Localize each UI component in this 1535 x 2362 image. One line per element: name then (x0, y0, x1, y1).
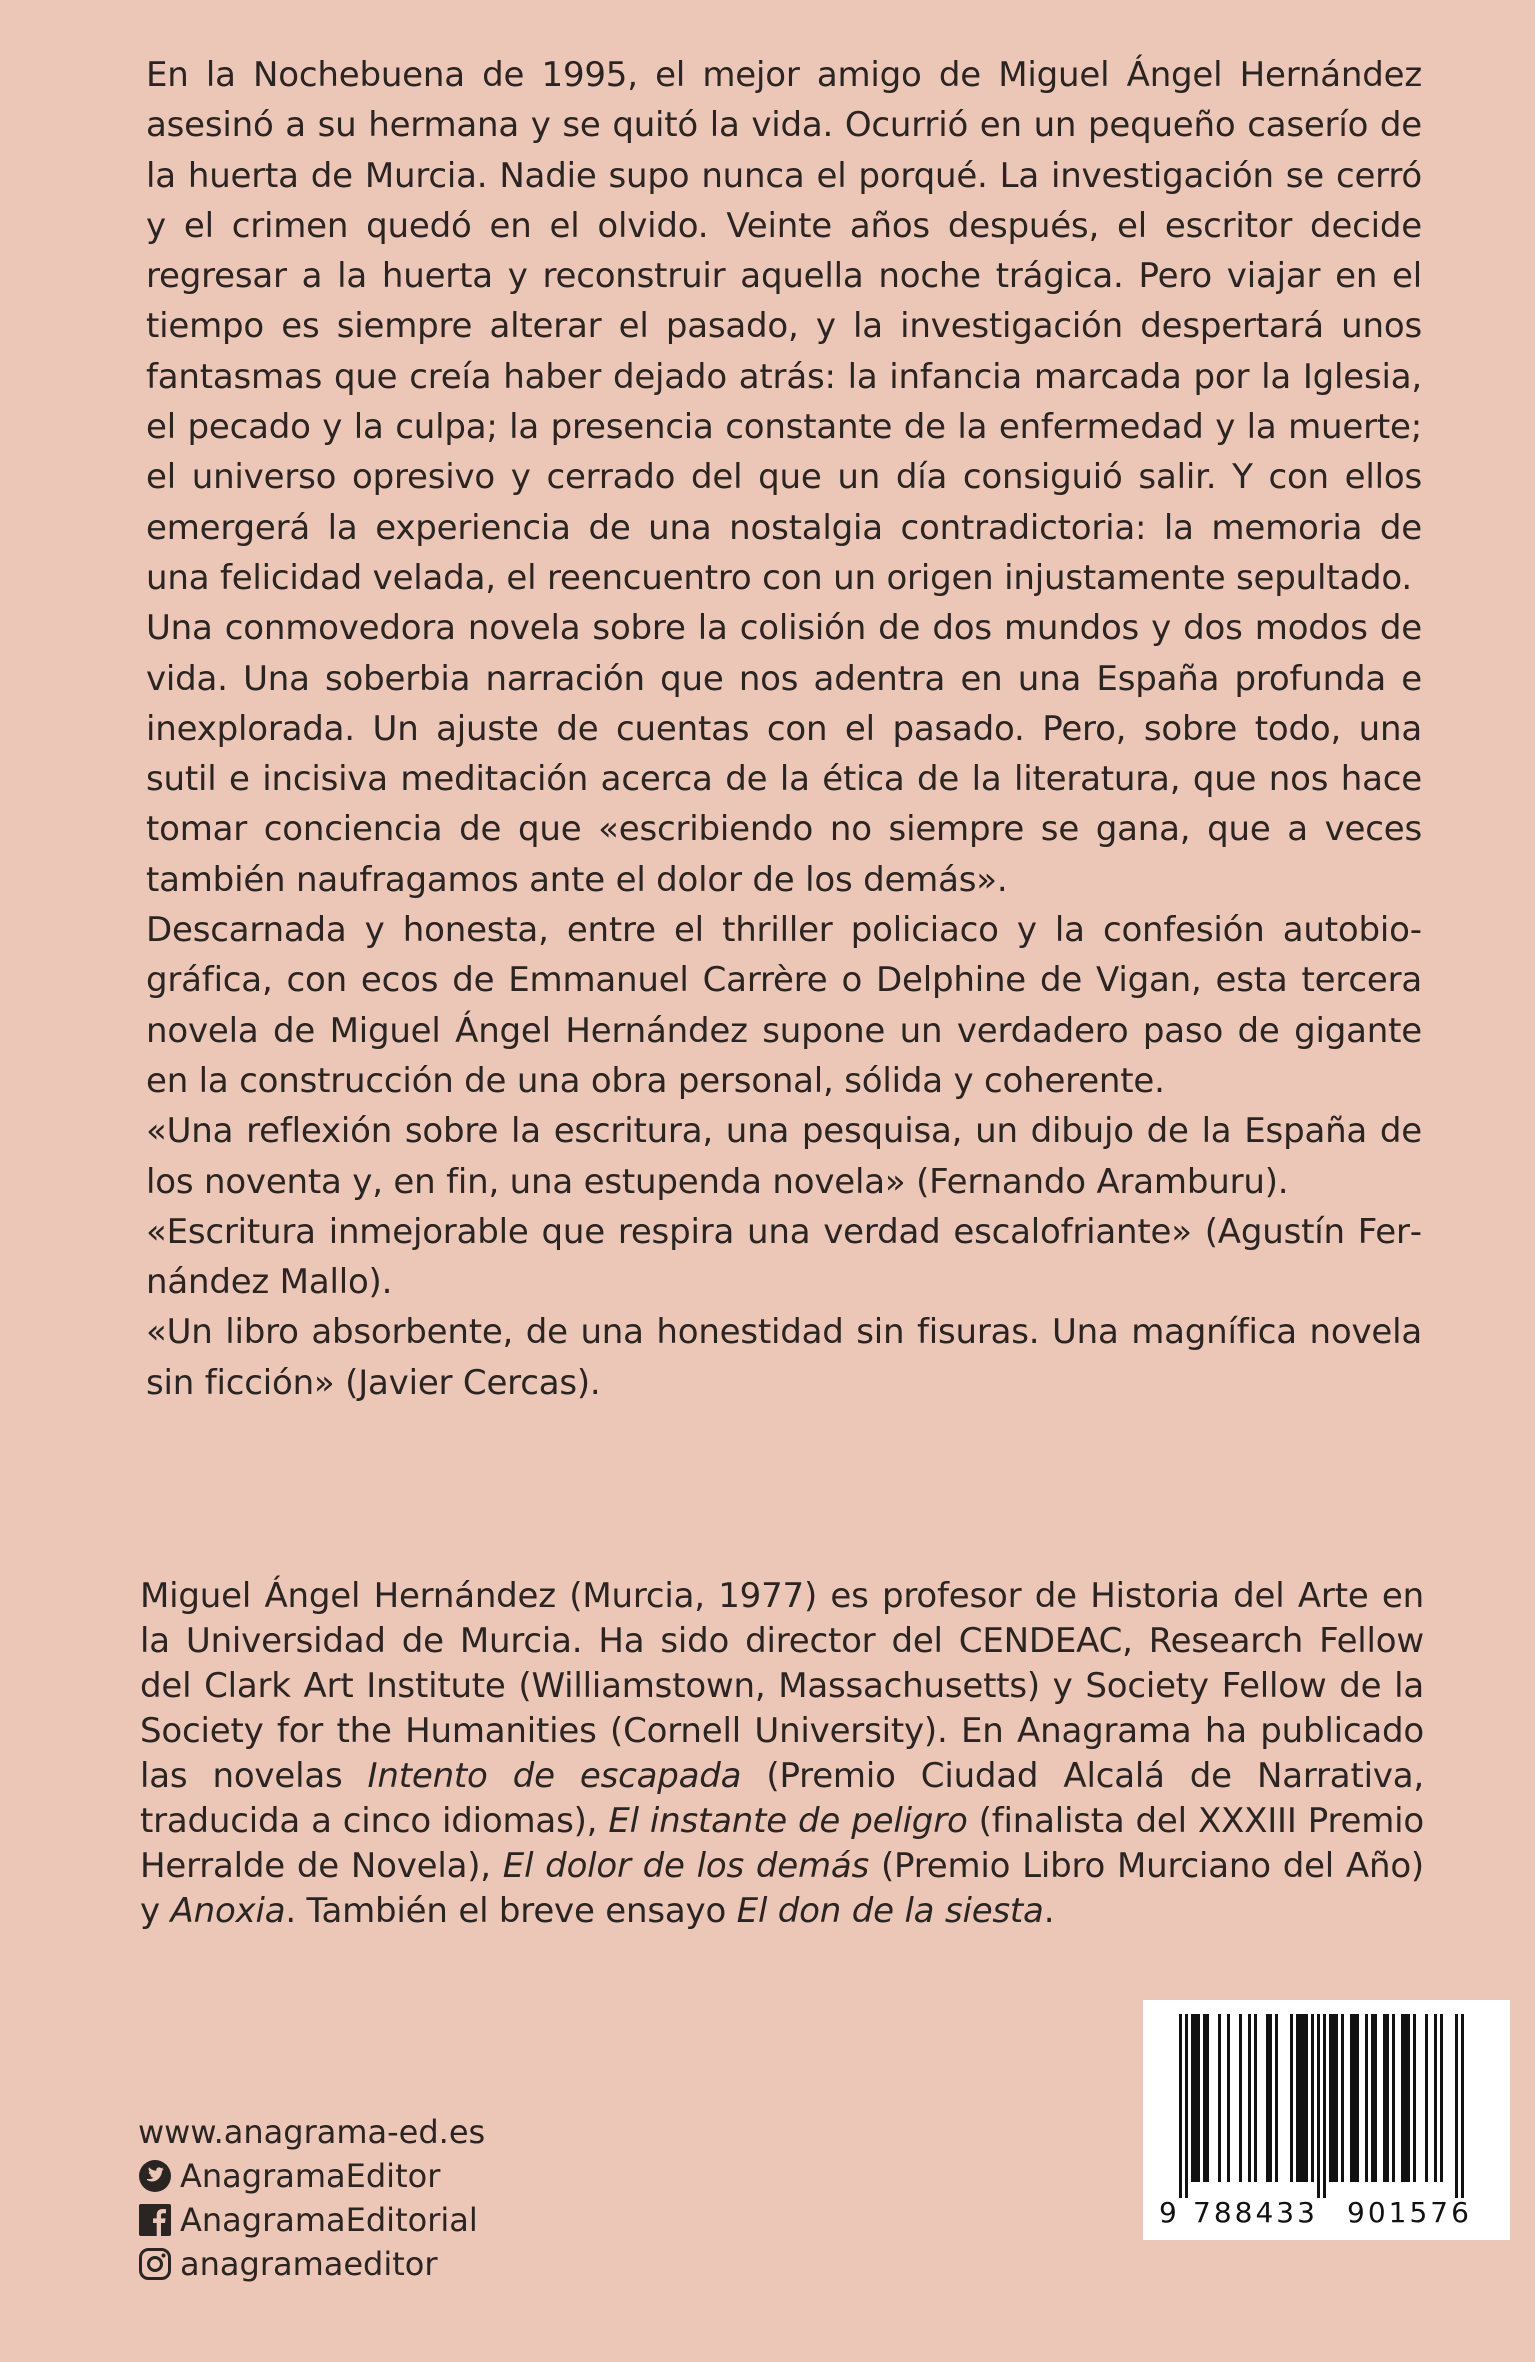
bio-text: (Premio Libro Murciano del Año) y (140, 1846, 1424, 1931)
review-quote: «Escritura inmejorable que respira una verdad escalofriante» (Agustín Fernández Mallo). (146, 1211, 1422, 1303)
book-title: El instante de peligro (608, 1801, 968, 1841)
barcode-bar (1227, 2014, 1230, 2182)
barcode-bar (1440, 2014, 1443, 2182)
instagram-camera-icon (138, 2247, 172, 2281)
barcode-bar (1290, 2014, 1293, 2182)
book-synopsis (146, 50, 1422, 1408)
barcode-bar (1197, 2014, 1200, 2182)
barcode-bar (1269, 2014, 1272, 2182)
barcode-bar (1296, 2014, 1299, 2182)
barcode-bar (1275, 2014, 1278, 2182)
barcode-bar (1425, 2014, 1428, 2182)
barcode-bar (1386, 2014, 1389, 2182)
barcode-guard-bar (1317, 2014, 1320, 2198)
barcode-bar (1248, 2014, 1251, 2182)
barcode-bar (1335, 2014, 1338, 2182)
barcode-guard-bar (1323, 2014, 1326, 2198)
synopsis-paragraph: Una conmovedora novela sobre la colisión de dos mundos y dos modos de vida. Una soberbia narración que nos adentra en una España profunda e inexplorada. Un ajuste de cuentas con el pasado. Pero, sobre todo, una sutil e incisiva meditación acerca de la ética de la literatura, que nos hace tomar conciencia de que «escribiendo no siempre se gana, que a veces también naufragamos ante el dolor de los demás». (146, 608, 1422, 900)
twitter-bird-icon (138, 2159, 172, 2193)
barcode-bars (1143, 2000, 1510, 2200)
barcode-bar (1434, 2014, 1437, 2182)
facebook-f-icon (138, 2203, 172, 2237)
barcode-bar (1356, 2014, 1359, 2182)
barcode-bar (1239, 2014, 1242, 2182)
barcode-bar (1392, 2014, 1395, 2182)
author-biography (140, 1574, 1424, 1934)
barcode-guard-bar (1461, 2014, 1464, 2198)
barcode-bar (1305, 2014, 1308, 2182)
barcode-bar (1254, 2014, 1257, 2182)
barcode-bar (1266, 2014, 1269, 2182)
facebook-row (138, 2198, 485, 2242)
barcode-bar (1371, 2014, 1374, 2182)
isbn-barcode (1143, 2000, 1510, 2240)
barcode-bar (1374, 2014, 1377, 2182)
barcode-guard-bar (1179, 2014, 1182, 2198)
barcode-bar (1413, 2014, 1416, 2182)
isbn-right-group: 901576 (1347, 2196, 1472, 2229)
barcode-bar (1203, 2014, 1206, 2182)
barcode-bar (1311, 2014, 1314, 2182)
barcode-bar (1329, 2014, 1332, 2182)
review-quote: «Una reflexión sobre la escritura, una pesquisa, un dibujo de la España de los noventa y, en fin, una estupenda novela» (Fernando Aramburu). (146, 1111, 1422, 1202)
barcode-bar (1191, 2014, 1194, 2182)
review-quote: «Un libro absorbente, de una honestidad sin fisuras. Una magnífica novela sin ficción» (Javier Cercas). (146, 1312, 1422, 1403)
barcode-bar (1218, 2014, 1221, 2182)
barcode-bar (1299, 2014, 1302, 2182)
book-title: El dolor de los demás (502, 1846, 870, 1886)
bio-text: (Premio Ciudad Alcalá de Narrativa, traducida a cinco idiomas), (140, 1756, 1424, 1841)
website-row (138, 2110, 485, 2154)
bio-text: . También el breve ensayo (285, 1891, 737, 1931)
facebook-handle[interactable]: AnagramaEditorial (180, 2201, 478, 2239)
barcode-bar (1341, 2014, 1344, 2182)
synopsis-paragraph: Descarnada y honesta, entre el thriller policiaco y la confesión autobiográfica, con ecos de Emmanuel Carrère o Delphine de Vigan, esta tercera novela de Miguel Ángel Hernández supone un verdadero paso de gigante en la construcción de una obra personal, sólida y coherente. (146, 910, 1422, 1101)
barcode-bar (1332, 2014, 1335, 2182)
book-title: El don de la siesta (736, 1891, 1044, 1931)
barcode-bar (1302, 2014, 1305, 2182)
barcode-bar (1194, 2014, 1197, 2182)
barcode-bar (1404, 2014, 1407, 2182)
bio-text: . (1043, 1891, 1055, 1931)
isbn-left-group: 788433 (1193, 2196, 1318, 2229)
barcode-bar (1401, 2014, 1404, 2182)
instagram-handle[interactable]: anagramaeditor (180, 2245, 438, 2283)
barcode-bar (1353, 2014, 1356, 2182)
bio-text: Miguel Ángel Hernández (Murcia, 1977) es profesor de Historia del Arte en la Universidad de Murcia. Ha sido director del CENDEAC, Research Fellow del Clark Art Institute (Williamstown, Massachusetts) y Society Fellow de la Society for the Humanities (Cornell University). En Anagrama ha publicado las novelas (140, 1576, 1424, 1796)
barcode-bar (1206, 2014, 1209, 2182)
barcode-guard-bar (1185, 2014, 1188, 2198)
barcode-bar (1350, 2014, 1353, 2182)
barcode-guard-bar (1455, 2014, 1458, 2198)
synopsis-paragraph: En la Nochebuena de 1995, el mejor amigo de Miguel Ángel Hernández asesinó a su hermana y se quitó la vida. Ocurrió en un pequeño caserío de la huerta de Murcia. Nadie supo nunca el porqué. La investigación se cerró y el crimen quedó en el olvido. Veinte años después, el escritor decide regresar a la huerta y reconstruir aquella noche trágica. Pero viajar en el tiempo es siempre alterar el pasado, y la investigación despertará unos fantasmas que creía haber dejado atrás: la infancia marcada por la Iglesia, el pecado y la culpa; la presencia constante de la enfermedad y la muerte; el universo opresivo y cerrado del que un día consiguió salir. Y con ellos emergerá la experiencia de una nostalgia contradictoria: la memoria de una felicidad velada, el reencuentro con un origen injustamente sepultado. (146, 55, 1422, 598)
publisher-contact (138, 2110, 485, 2286)
barcode-bar (1407, 2014, 1410, 2182)
isbn-number (1143, 2196, 1510, 2236)
website-link[interactable]: www.anagrama-ed.es (138, 2113, 486, 2151)
book-title: Anoxia (170, 1891, 286, 1931)
book-title: Intento de escapada (367, 1756, 742, 1796)
instagram-row (138, 2242, 485, 2286)
barcode-bar (1365, 2014, 1368, 2182)
isbn-first-digit: 9 (1159, 2196, 1177, 2229)
bio-text: (finalista del XXXIII Premio Herralde de Novela), (140, 1801, 1424, 1886)
barcode-bar (1383, 2014, 1386, 2182)
twitter-row (138, 2154, 485, 2198)
author-bio-paragraph (140, 1574, 1424, 1934)
twitter-handle[interactable]: AnagramaEditor (180, 2157, 441, 2195)
